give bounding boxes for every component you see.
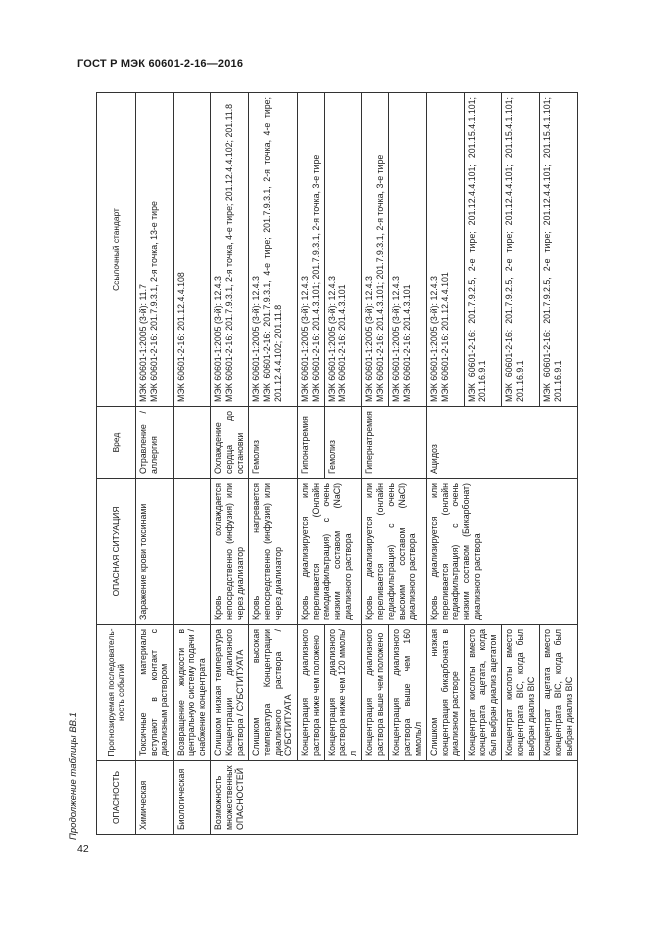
standard-cell: МЭК 60601-1:2005 (3-й): 11.7 МЭК 60601-2-16: 201.7.9.3.1, 2-я точка, 13-е тире: [136, 93, 174, 407]
situation-cell: Кровь диализируется или переливается (Онлайн гемодиафильтрация) с очень низким составом (NaCl) диализного раствора: [297, 479, 362, 625]
standard-cell: МЭК 60601-1:2005 (3-й): 12.4.3 МЭК 60601-2-16: 201.12.4.4.101: [426, 93, 464, 407]
standard-cell: МЭК 60601-2-16: 201.7.9.2.5, 2-е тире; 201.12.4.4.101; 201.15.4.1.101; 201.16.9.1: [540, 93, 578, 407]
sequence-cell: Слишком высокая температура Концентрации диализного раствора / СУБСТИТУАТА: [249, 625, 298, 761]
sequence-cell: Концентрация диализного раствора выше чем положено: [362, 625, 389, 761]
situation-cell: Заражение крови токсинами: [136, 479, 174, 625]
table-row: [249, 93, 298, 835]
situation-cell: Кровь охлаждается непосредственно (инфузия) или через диализатор: [211, 479, 249, 625]
sequence-cell: Слишком низкая концентрация бикарбоната в диализном растворе: [426, 625, 464, 761]
header-harm: Вред: [97, 407, 136, 479]
header-standard: Ссылочный стандарт: [97, 93, 136, 407]
page-number: 42: [77, 843, 89, 855]
standard-cell: МЭК 60601-2-16: 201.12.4.4.108: [173, 93, 211, 407]
table-row: [297, 93, 324, 835]
header-situation: ОПАСНАЯ СИТУАЦИЯ: [97, 479, 136, 625]
harm-cell: Ацидоз: [426, 407, 577, 479]
sequence-cell: Концентрация диализного раствора ниже чем 120 ммоль/л: [324, 625, 362, 761]
hazard-cell: Биологическая: [173, 761, 211, 835]
situation-cell: Кровь нагревается непосредственно (инфузия) или через диализатор: [249, 479, 298, 625]
situation-cell: Кровь диализируется или переливается (онлайн гедиафильтрация) с очень высоким составом (NaCl) диализного раствора: [362, 479, 427, 625]
sequence-cell: Концентрат ацетата вместо концентрата BIC, когда был выбран диализ BIC: [540, 625, 578, 761]
sequence-cell: Концентрат кислоты вместо концентрата BIC, когда был выбран диализ BIC: [502, 625, 540, 761]
situation-cell: [173, 479, 211, 625]
table-row: [362, 93, 389, 835]
hazard-table: [96, 92, 578, 835]
sequence-cell: Концентрация диализного раствора ниже чем положено: [297, 625, 324, 761]
standard-cell: МЭК 60601-1:2005 (3-й): 12.4.3 МЭК 60601-2-16: 201.7.9.3.1, 2-я точка, 4-е тире; 201.12.4.4.102; 201.11.8: [211, 93, 249, 407]
hazard-cell: Химическая: [136, 761, 174, 835]
standard-cell: МЭК 60601-1:2005 (3-й): 12.4.3 МЭК 60601-2-16: 201.7.9.3.1, 4-е тире; 201.7.9.3.1, 2-я точка, 4-е тире; 201.12.4.4.102; 201.11.8: [249, 93, 298, 407]
standard-cell: МЭК 60601-2-16: 201.7.9.2.5, 2-е тире; 201.12.4.4.101; 201.15.4.1.101; 201.16.9.1: [464, 93, 502, 407]
sequence-cell: Возвращение жидкости в центральную систему подачи / снабжение концентрата: [173, 625, 211, 761]
harm-cell: Гемолиз: [249, 407, 298, 479]
header-row: [97, 93, 136, 835]
standard-cell: МЭК 60601-1:2005 (3-й): 12.4.3 МЭК 60601-2-16: 201.4.3.101: [389, 93, 427, 407]
table-caption: Продолжение таблицы ВВ.1: [68, 712, 79, 840]
standard-cell: МЭК 60601-1:2005 (3-й): 12.4.3 МЭК 60601-2-16: 201.4.3.101: [324, 93, 362, 407]
standard-cell: МЭК 60601-1:2005 (3-й): 12.4.3 МЭК 60601-2-16: 201.4.3.101; 201.7.9.3.1, 2-я точка, 3-е тире: [362, 93, 389, 407]
harm-cell: [173, 407, 211, 479]
standard-cell: МЭК 60601-1:2005 (3-й): 12.4.3 МЭК 60601-2-16: 201.4.3.101; 201.7.9.3.1, 2-я точка, 3-е тире: [297, 93, 324, 407]
header-hazard: ОПАСНОСТЬ: [97, 761, 136, 835]
sequence-cell: Концентрат кислоты вместо концентрата ацетата, когда был выбран диализ ацетатом: [464, 625, 502, 761]
hazard-cell: Возможность множественных ОПАСНОСТЕЙ: [211, 761, 578, 835]
table-row: [211, 93, 249, 835]
table-row: [136, 93, 174, 835]
harm-cell: Гипернатремия: [362, 407, 427, 479]
header-sequence: Прогнозируемая последователь-ность событий: [97, 625, 136, 761]
harm-cell: Гемолиз: [324, 407, 362, 479]
table-container: [96, 93, 578, 835]
harm-cell: Гипонатремия: [297, 407, 324, 479]
harm-cell: Отравление / аллергия: [136, 407, 174, 479]
situation-cell: Кровь диализируется или переливается (онлайн гедиафильтрация) с очень низким составом (Бикарбонат) диализного раствора: [426, 479, 577, 625]
table-row: [173, 93, 211, 835]
sequence-cell: Концентрация диализного раствора выше чем 160 ммоль/л: [389, 625, 427, 761]
table-row: [426, 93, 464, 835]
sequence-cell: Токсичные материалы вступают в контакт с диализным раствором: [136, 625, 174, 761]
standard-cell: МЭК 60601-2-16: 201.7.9.2.5, 2-е тире; 201.12.4.4.101; 201.15.4.1.101; 201.16.9.1: [502, 93, 540, 407]
document-title: ГОСТ Р МЭК 60601-2-16—2016: [77, 58, 244, 70]
sequence-cell: Слишком низкая температура Концентрации диализного раствора / СУБСТИТУАТА: [211, 625, 249, 761]
table-row: [324, 93, 362, 835]
harm-cell: Охлаждение сердца до остановки: [211, 407, 249, 479]
